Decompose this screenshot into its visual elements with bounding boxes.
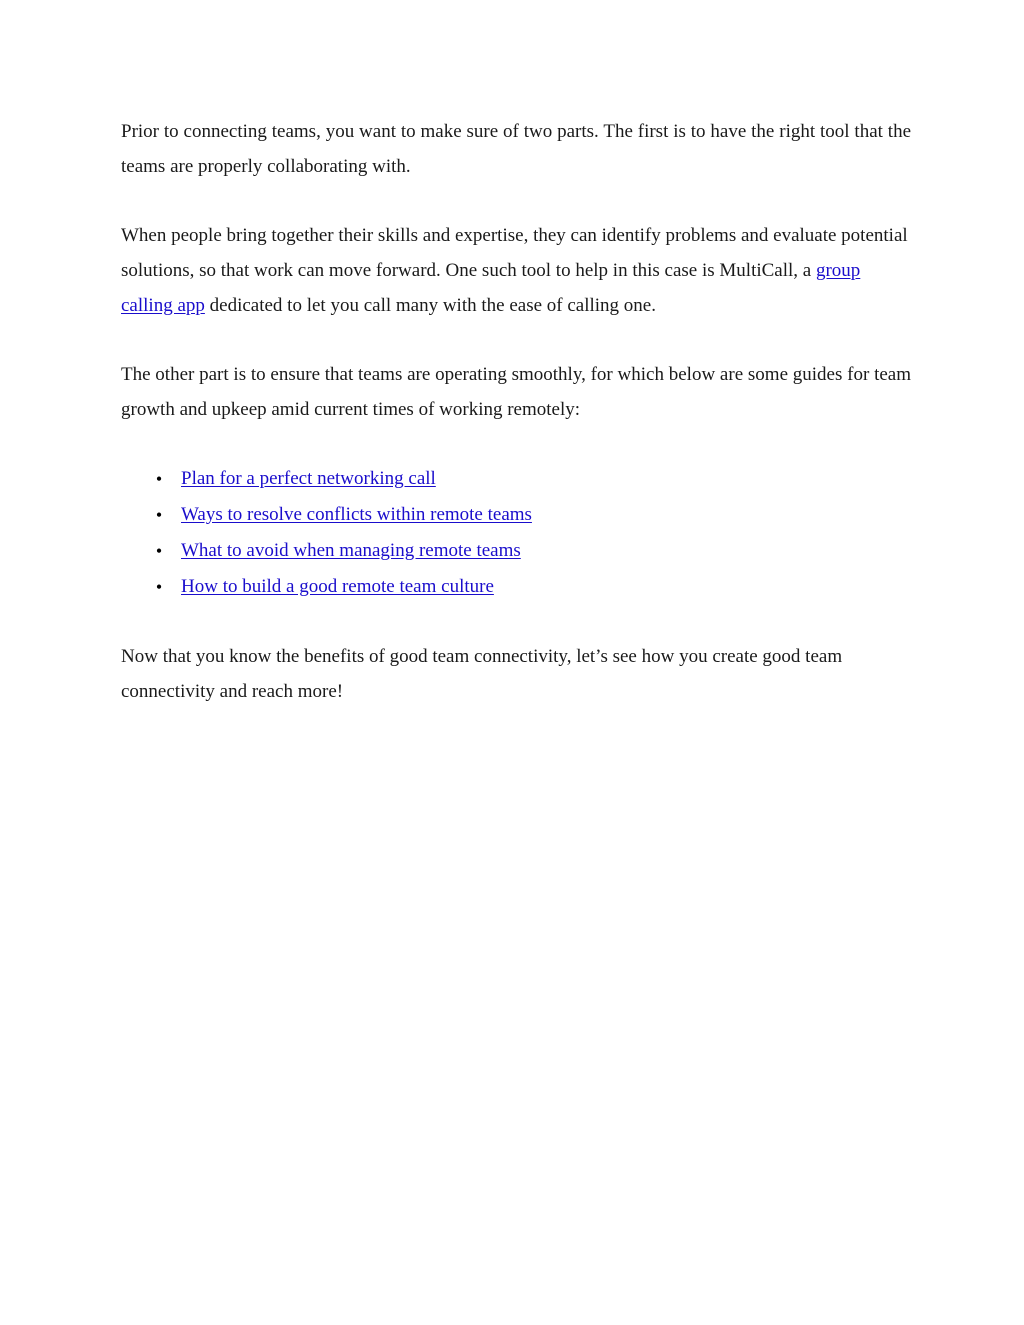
bullet-icon: • bbox=[155, 469, 163, 489]
guides-list bbox=[121, 461, 911, 605]
paragraph-other-part: The other part is to ensure that teams are operating smoothly, for which below are some guides for team growth and upkeep amid current times of working remotely: bbox=[121, 364, 911, 420]
list-item bbox=[121, 497, 911, 533]
guide-link-resolve-conflicts[interactable]: Ways to resolve conflicts within remote teams bbox=[181, 504, 532, 525]
group-calling-app-link[interactable]: group calling app bbox=[121, 260, 861, 316]
guide-link-team-culture[interactable]: How to build a good remote team culture bbox=[181, 576, 494, 597]
paragraph-tool-text-before: When people bring together their skills and expertise, they can identify problems and evaluate potential solutions, so that work can move forward. One such tool to help in this case is MultiCall, a bbox=[121, 225, 908, 281]
list-item bbox=[121, 461, 911, 497]
bullet-icon: • bbox=[155, 577, 163, 597]
paragraph-tool bbox=[121, 218, 911, 323]
paragraph-conclusion: Now that you know the benefits of good team connectivity, let’s see how you create good team connectivity and reach more! bbox=[121, 646, 843, 702]
list-item bbox=[121, 533, 911, 569]
document-page bbox=[121, 114, 911, 743]
bullet-icon: • bbox=[155, 505, 163, 525]
paragraph-tool-text-after: dedicated to let you call many with the ease of calling one. bbox=[204, 295, 656, 316]
guide-link-what-to-avoid[interactable]: What to avoid when managing remote teams bbox=[181, 540, 521, 561]
paragraph-intro: Prior to connecting teams, you want to make sure of two parts. The first is to have the right tool that the teams are properly collaborating with. bbox=[121, 121, 911, 177]
list-item bbox=[121, 569, 911, 605]
guide-link-networking-call[interactable]: Plan for a perfect networking call bbox=[181, 468, 436, 489]
bullet-icon: • bbox=[155, 541, 163, 561]
